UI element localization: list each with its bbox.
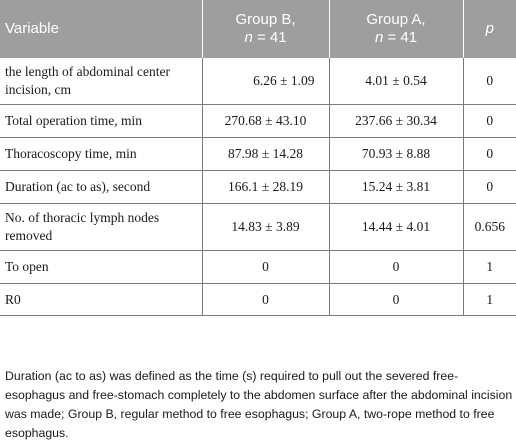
header-group-a-n-symbol: n: [374, 29, 384, 46]
cell-group-b: 0: [202, 251, 329, 284]
table-row: [0, 204, 516, 251]
cell-variable: Thoracoscopy time, min: [0, 138, 202, 171]
table-row: [0, 171, 516, 204]
cell-group-a: 70.93 ± 8.88: [329, 138, 463, 171]
header-group-a-n: [330, 29, 463, 47]
cell-variable: To open: [0, 251, 202, 284]
header-row: [0, 0, 516, 58]
cell-group-a: 237.66 ± 30.34: [329, 105, 463, 138]
header-group-b: [202, 0, 329, 58]
cell-p: 0: [463, 58, 516, 105]
header-group-b-n-value: = 41: [252, 29, 287, 46]
cell-variable: the length of abdominal center incision, cm: [0, 58, 202, 105]
header-p-label: p: [485, 20, 494, 37]
cell-group-b: 166.1 ± 28.19: [202, 171, 329, 204]
cell-p: 0: [463, 171, 516, 204]
header-group-a-n-value: = 41: [383, 29, 418, 46]
cell-group-b: 0: [202, 284, 329, 316]
cell-group-a: 0: [329, 251, 463, 284]
cell-p: 1: [463, 251, 516, 284]
cell-p: 1: [463, 284, 516, 316]
table-row: [0, 284, 516, 316]
cell-p: 0: [463, 138, 516, 171]
table-row: [0, 58, 516, 105]
header-group-b-n-symbol: n: [244, 29, 253, 46]
cell-variable: R0: [0, 284, 202, 316]
cell-group-a: 14.44 ± 4.01: [329, 204, 463, 251]
cell-p: 0.656: [463, 204, 516, 251]
cell-group-b: 14.83 ± 3.89: [202, 204, 329, 251]
cell-group-b: 270.68 ± 43.10: [202, 105, 329, 138]
cell-variable: Total operation time, min: [0, 105, 202, 138]
table-row: [0, 105, 516, 138]
table-footnote: Duration (ac to as) was defined as the time (s) required to pull out the severed free-esophagus and free-stomach completely to the abdomen surface after the abdominal incision was made; Group B, regular method to free esophagus; Group A, two-rope method to free esophagus.: [5, 369, 513, 440]
cell-variable: No. of thoracic lymph nodes removed: [0, 204, 202, 251]
cell-group-a: 0: [329, 284, 463, 316]
cell-group-b: 6.26 ± 1.09: [202, 58, 329, 105]
header-group-b-n: [203, 29, 329, 47]
header-variable: Variable: [0, 0, 202, 58]
cell-group-a: 4.01 ± 0.54: [329, 58, 463, 105]
cell-variable: Duration (ac to as), second: [0, 171, 202, 204]
table-row: [0, 251, 516, 284]
header-group-a-label: Group A,: [366, 11, 426, 28]
header-group-a: [329, 0, 463, 58]
table-row: [0, 138, 516, 171]
header-group-b-label: Group B,: [235, 11, 296, 28]
table-body: [0, 58, 516, 316]
cell-group-a: 15.24 ± 3.81: [329, 171, 463, 204]
cell-group-b: 87.98 ± 14.28: [202, 138, 329, 171]
cell-p: 0: [463, 105, 516, 138]
header-p: [463, 0, 516, 58]
table-header: [0, 0, 516, 58]
